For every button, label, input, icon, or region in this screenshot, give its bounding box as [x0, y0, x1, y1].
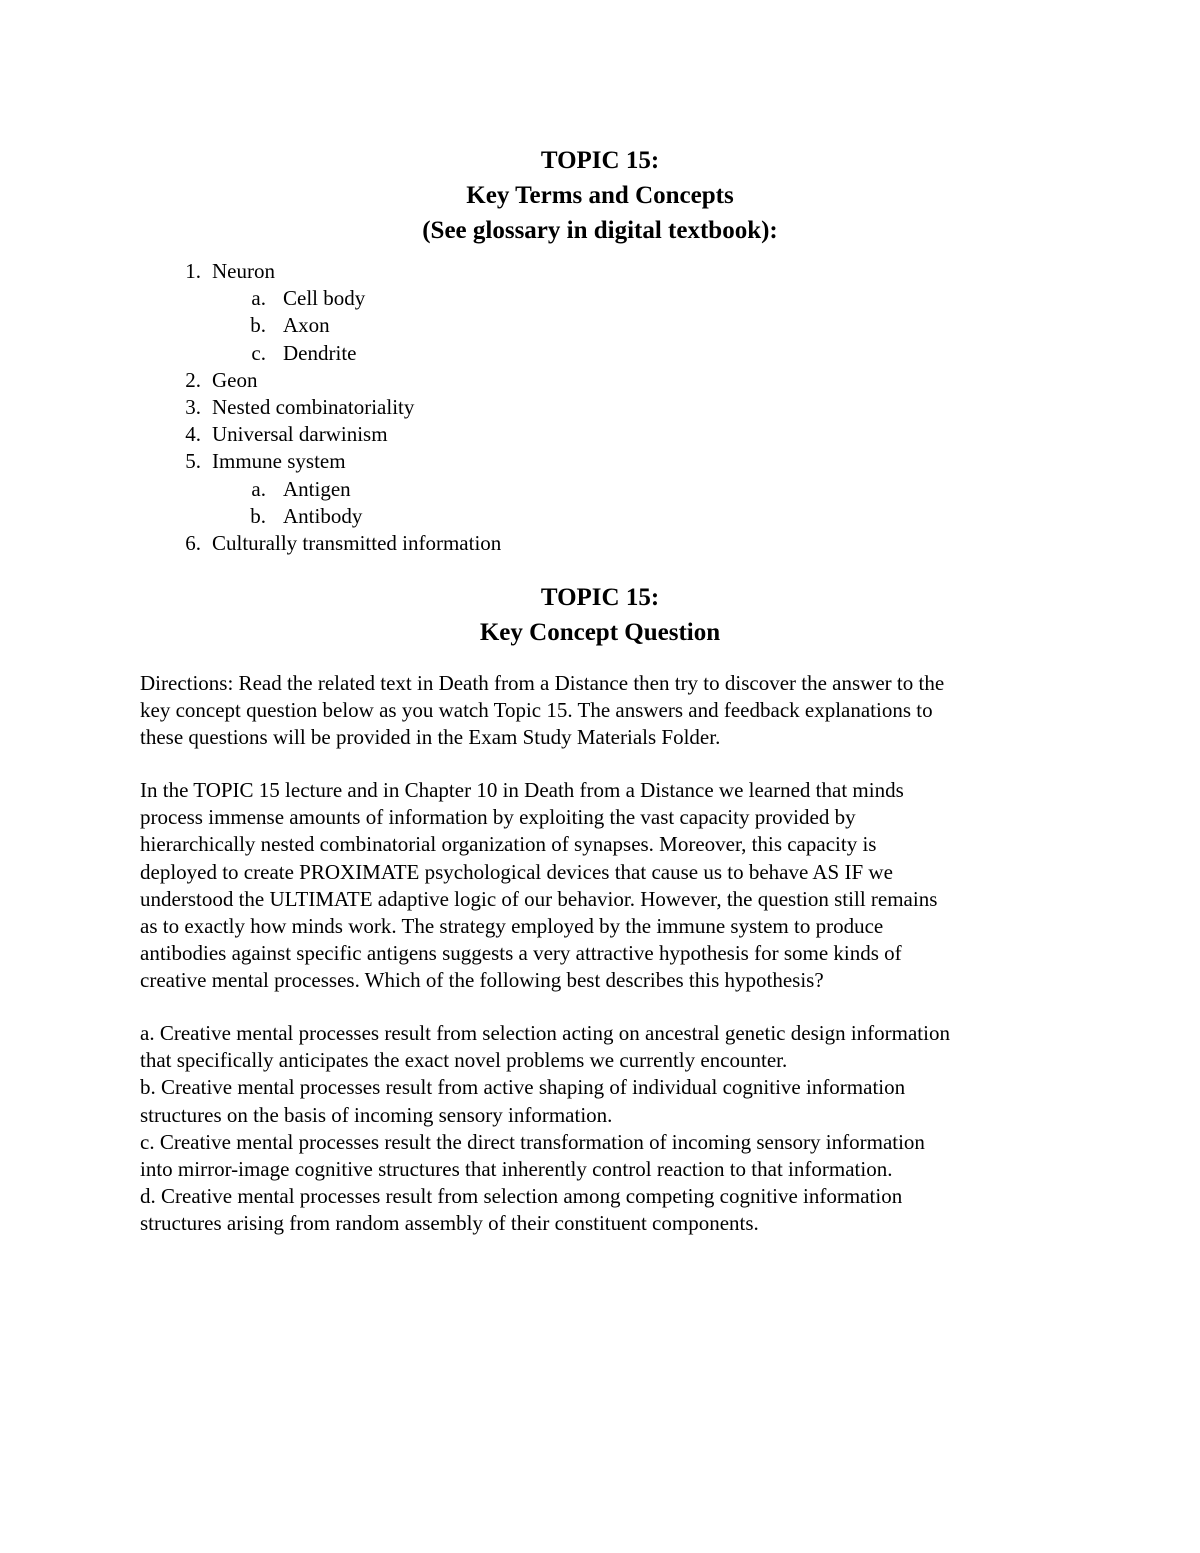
subterm-letter: b. — [250, 503, 266, 528]
subterm-text: Antibody — [283, 503, 363, 528]
directions-line: Directions: Read the related text in Death from a Distance then try to discover the answer to the — [140, 671, 945, 695]
section-heading-key-concept-question — [0, 580, 1200, 650]
term-item — [0, 448, 1200, 475]
question-line: process immense amounts of information by exploiting the vast capacity provided by — [140, 805, 856, 830]
question-line: creative mental processes. Which of the following best describes this hypothesis? — [140, 968, 824, 993]
subterm-item — [0, 285, 1200, 312]
answer-line: structures on the basis of incoming sensory information. — [140, 1102, 613, 1127]
subterm-text: Antigen — [283, 476, 351, 501]
heading-title: Key Concept Question — [479, 619, 721, 646]
directions-paragraph — [140, 670, 1060, 752]
answer-line: structures arising from random assembly of their constituent components. — [140, 1211, 759, 1236]
subterm-item — [0, 340, 1200, 367]
question-line: hierarchically nested combinatorial organization of synapses. Moreover, this capacity is — [140, 832, 877, 857]
term-text: Geon — [212, 367, 258, 392]
answer-line: into mirror-image cognitive structures that inherently control reaction to that information. — [140, 1157, 893, 1182]
question-line: In the TOPIC 15 lecture and in Chapter 10 in Death from a Distance we learned that minds — [140, 778, 904, 802]
answer-line: that specifically anticipates the exact novel problems we currently encounter. — [140, 1048, 788, 1073]
subterm-item — [0, 312, 1200, 339]
subterm-letter: a. — [251, 476, 266, 501]
answer-line: d. Creative mental processes result from selection among competing cognitive information — [140, 1184, 903, 1209]
question-line: antibodies against specific antigens suggests a very attractive hypothesis for some kinds of — [140, 941, 902, 966]
subterm-letter: a. — [251, 286, 266, 311]
term-number: 4. — [185, 422, 201, 447]
term-item — [0, 394, 1200, 421]
term-text: Universal darwinism — [212, 422, 388, 447]
term-text: Nested combinatoriality — [212, 394, 415, 419]
term-number: 5. — [185, 449, 201, 474]
answer-line: c. Creative mental processes result the direct transformation of incoming sensory information — [140, 1129, 925, 1154]
question-line: understood the ULTIMATE adaptive logic of our behavior. However, the question still remains — [140, 886, 938, 911]
answer-line: b. Creative mental processes result from active shaping of individual cognitive information — [140, 1075, 906, 1100]
subterm-letter: c. — [251, 340, 266, 365]
term-item — [0, 421, 1200, 448]
heading-title: Key Terms and Concepts — [466, 182, 734, 209]
question-line: as to exactly how minds work. The strategy employed by the immune system to produce — [140, 914, 884, 939]
term-text: Immune system — [212, 449, 346, 474]
subterm-text: Axon — [283, 313, 330, 338]
term-number: 1. — [185, 259, 201, 283]
answer-options — [140, 1020, 1060, 1238]
key-terms-list — [0, 258, 1200, 557]
subterm-text: Dendrite — [283, 340, 357, 365]
term-number: 2. — [185, 367, 201, 392]
heading-topic-label: TOPIC 15: — [540, 147, 660, 174]
subterm-letter: b. — [250, 313, 266, 338]
term-item — [0, 258, 1200, 285]
term-number: 6. — [185, 530, 201, 555]
term-number: 3. — [185, 394, 201, 419]
question-paragraph — [140, 777, 1060, 995]
subterm-item — [0, 503, 1200, 530]
term-text: Culturally transmitted information — [212, 530, 502, 555]
term-item — [0, 530, 1200, 557]
section-heading-key-terms — [0, 143, 1200, 248]
answer-line: a. Creative mental processes result from selection acting on ancestral genetic design information — [140, 1021, 950, 1045]
directions-line: key concept question below as you watch Topic 15. The answers and feedback explanations to — [140, 698, 933, 723]
subterm-item — [0, 476, 1200, 503]
subterm-text: Cell body — [283, 286, 366, 311]
term-item — [0, 367, 1200, 394]
question-line: deployed to create PROXIMATE psychological devices that cause us to behave AS IF we — [140, 859, 893, 884]
term-text: Neuron — [212, 259, 275, 283]
heading-topic-label: TOPIC 15: — [540, 584, 660, 611]
directions-line: these questions will be provided in the Exam Study Materials Folder. — [140, 725, 721, 750]
heading-subtitle: (See glossary in digital textbook): — [422, 217, 778, 244]
